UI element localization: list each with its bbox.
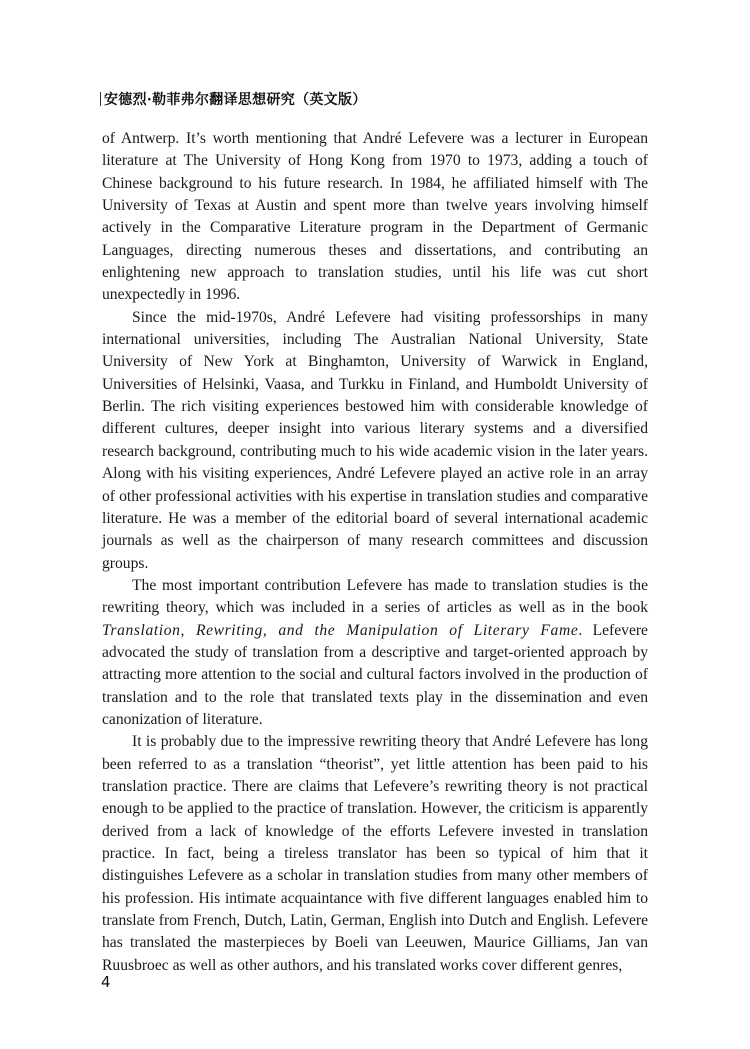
page-number: 4 xyxy=(101,973,111,991)
paragraph-2: Since the mid-1970s, André Lefevere had visiting professorships in many international universities, including The Australian National University, State University of New York at Binghamton, University of Warwick in England, Universities of Helsinki, Vaasa, and Turkku in Finland, and Humboldt University of Berlin. The rich visiting experiences bestowed him with considerable knowledge of different cultures, deeper insight into various literary systems and a diversified research background, contributing much to his wide academic vision in the later years. Along with his visiting experiences, André Lefevere played an active role in an array of other professional activities with his expertise in translation studies and comparative literature. He was a member of the editorial board of several international academic journals as well as the chairperson of many research committees and discussion groups. xyxy=(102,308,648,572)
paragraph-3-lead: The most important contribution Lefevere has made to translation studies is the rewriting theory, which was included in a series of articles as well as in the book xyxy=(102,576,648,617)
paragraph-1: of Antwerp. It’s worth mentioning that André Lefevere was a lecturer in European literature at The University of Hong Kong from 1970 to 1973, adding a touch of Chinese background to his future research. In 1984, he affiliated himself with The University of Texas at Austin and spent more than twelve years involving himself actively in the Comparative Literature program in the Department of Germanic Languages, directing numerous theses and dissertations, and contributing an enlightening new approach to translation studies, until his life was cut short unexpectedly in 1996. xyxy=(102,130,648,304)
paragraph-3 xyxy=(102,575,648,731)
paragraph-4: It is probably due to the impressive rewriting theory that André Lefevere has long been referred to as a translation “theorist”, yet little attention has been paid to his translation practice. There are claims that Lefevere’s rewriting theory is not practical enough to be applied to the practice of translation. However, the criticism is apparently derived from a lack of knowledge of the efforts Lefevere invested in translation practice. In fact, being a tireless translator has been so typical of him that it distinguishes Lefevere as a scholar in translation studies from many other members of his profession. His intimate acquaintance with five different languages enabled him to translate from French, Dutch, Latin, German, English into Dutch and English. Lefevere has translated the masterpieces by Boeli van Leeuwen, Maurice Gilliams, Jan van Ruusbroec as well as other authors, and his translated works cover different genres, xyxy=(102,733,648,974)
running-head xyxy=(100,91,367,109)
running-title: 安德烈·勒菲弗尔翻译思想研究（英文版） xyxy=(104,92,367,108)
body-text xyxy=(102,128,648,977)
paragraph-3-tail: . Lefevere advocated the study of translation from a descriptive and target-oriented approach by attracting more attention to the social and cultural factors involved in the production of translation and to the role that translated texts play in the dissemination and even canonization of literature. xyxy=(102,621,648,728)
book-title: Translation, Rewriting, and the Manipulation of Literary Fame xyxy=(102,621,579,639)
header-rule xyxy=(100,92,101,106)
